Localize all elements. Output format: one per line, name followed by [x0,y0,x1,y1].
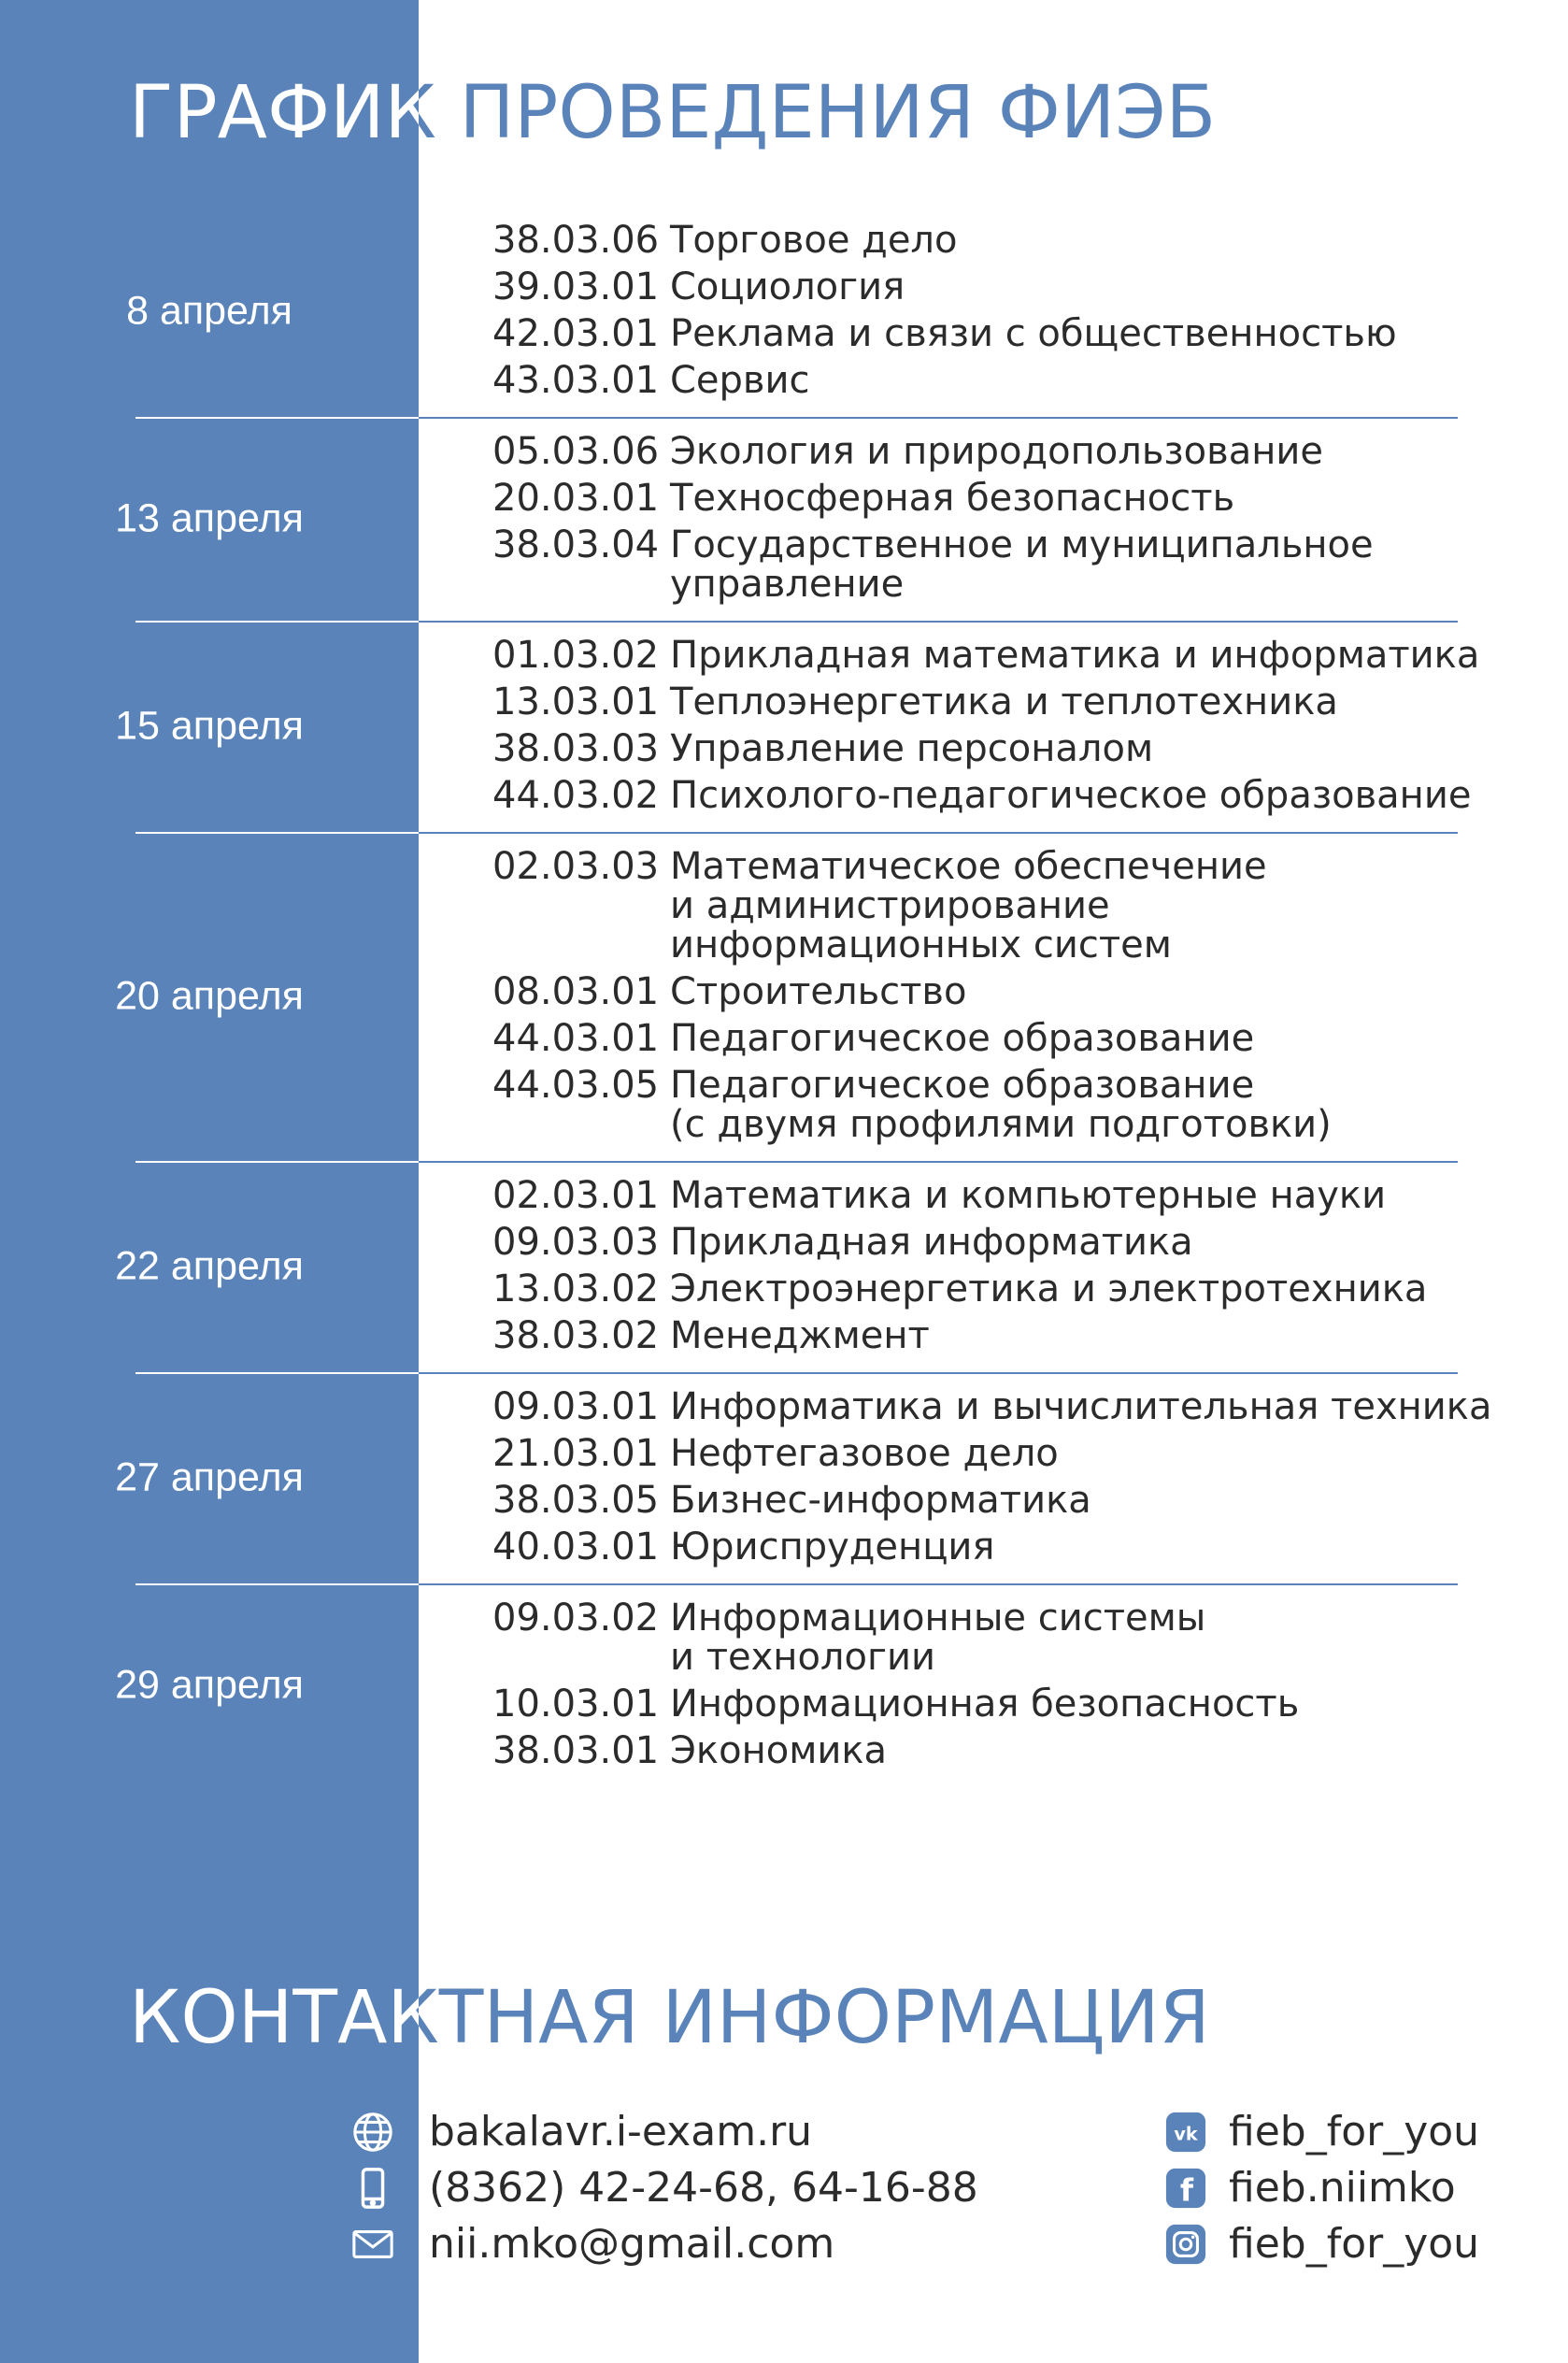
program-item [492,428,1568,475]
instagram-handle[interactable]: fieb_for_you [1229,2220,1480,2268]
program-name: Педагогическое образование (с двумя профилями подготовки) [670,1064,1332,1146]
program-name: Электроэнергетика и электротехника [670,1267,1428,1310]
program-list [492,1583,1568,1787]
svg-text:f: f [1179,2171,1194,2208]
svg-text:vk: vk [1174,2123,1198,2145]
instagram-contact[interactable] [1163,2220,1479,2268]
schedule-date: 13 апреля [115,495,304,541]
program-code: 44.03.05 [492,1064,660,1107]
program-code: 39.03.01 [492,265,660,308]
program-code: 38.03.03 [492,727,660,770]
program-code: 42.03.01 [492,312,660,355]
program-name: Управление персоналом [670,727,1154,770]
program-item [492,1477,1568,1524]
phone-icon [350,2166,395,2211]
row-divider [135,832,1458,834]
program-name: Нефтегазовое дело [670,1432,1059,1475]
vk-contact[interactable] [1163,2108,1479,2155]
schedule-date: 27 апреля [115,1454,304,1500]
program-name: Бизнес-информатика [670,1479,1091,1522]
program-list [492,1161,1568,1372]
program-name: Сервис [670,359,810,402]
program-list [492,206,1568,417]
program-code: 40.03.01 [492,1525,660,1568]
program-item [492,1595,1568,1681]
schedule-row [0,206,1568,417]
program-code: 20.03.01 [492,477,660,520]
program-item [492,1219,1568,1266]
program-list [492,417,1568,621]
program-item [492,1430,1568,1477]
program-item [492,522,1568,608]
program-code: 13.03.01 [492,680,660,723]
program-code: 09.03.01 [492,1385,660,1428]
program-code: 01.03.02 [492,634,660,677]
program-name: Психолого-педагогическое образование [670,774,1472,817]
program-item [492,1312,1568,1359]
program-name: Информационные системы и технологии [670,1597,1206,1679]
program-name: Социология [670,265,905,308]
schedule-date: 15 апреля [115,703,304,749]
schedule-date: 22 апреля [115,1243,304,1289]
program-item [492,968,1568,1015]
program-code: 38.03.04 [492,523,660,566]
schedule-date: 8 апреля [126,288,292,334]
email-link[interactable]: nii.mko@gmail.com [429,2220,835,2268]
program-item [492,725,1568,772]
schedule-row [0,1372,1568,1583]
program-name: Прикладная информатика [670,1221,1193,1264]
program-code: 09.03.02 [492,1597,660,1640]
program-list [492,832,1568,1161]
mail-icon [350,2222,395,2267]
program-name: Экономика [670,1729,888,1772]
program-code: 38.03.02 [492,1314,660,1357]
program-item [492,1266,1568,1312]
program-item [492,632,1568,679]
schedule-date: 29 апреля [115,1662,304,1708]
program-code: 05.03.06 [492,430,660,473]
phone-text[interactable]: (8362) 42-24-68, 64-16-88 [429,2164,978,2212]
program-item [492,1727,1568,1774]
facebook-handle[interactable]: fieb.niimko [1229,2164,1456,2212]
program-code: 02.03.01 [492,1174,660,1217]
program-item [492,1681,1568,1727]
program-name: Реклама и связи с общественностью [670,312,1397,355]
program-item [492,1524,1568,1570]
program-code: 38.03.01 [492,1729,660,1772]
globe-icon [350,2110,395,2155]
program-code: 21.03.01 [492,1432,660,1475]
program-item [492,843,1568,968]
program-item [492,1015,1568,1062]
program-item [492,772,1568,819]
program-name: Менеджмент [670,1314,930,1357]
program-code: 44.03.02 [492,774,660,817]
program-code: 38.03.06 [492,219,660,262]
instagram-icon [1163,2222,1208,2267]
contacts-title: КОНТАКТНАЯ ИНФОРМАЦИЯ [129,1976,1210,2060]
program-code: 38.03.05 [492,1479,660,1522]
program-name: Информатика и вычислительная техника [670,1385,1492,1428]
vk-icon [1163,2110,1208,2155]
website-link[interactable]: bakalavr.i-exam.ru [429,2108,813,2155]
program-item [492,475,1568,522]
email-contact[interactable] [350,2220,834,2268]
schedule-row [0,1161,1568,1372]
program-item [492,679,1568,725]
program-code: 02.03.03 [492,845,660,888]
program-code: 09.03.03 [492,1221,660,1264]
program-name: Юриспруденция [670,1525,995,1568]
program-code: 13.03.02 [492,1267,660,1310]
program-item [492,357,1568,404]
row-divider [135,1372,1458,1374]
schedule-date: 20 апреля [115,973,304,1019]
program-name: Теплоэнергетика и теплотехника [670,680,1338,723]
schedule-row [0,832,1568,1161]
row-divider [135,417,1458,419]
website-contact[interactable] [350,2108,812,2155]
program-name: Техносферная безопасность [670,477,1235,520]
program-code: 10.03.01 [492,1683,660,1726]
program-code: 43.03.01 [492,359,660,402]
program-list [492,621,1568,832]
program-item [492,1172,1568,1219]
program-name: Математическое обеспечение и администрирование информационных систем [670,845,1267,967]
program-name: Математика и компьютерные науки [670,1174,1387,1217]
page-title: ГРАФИК ПРОВЕДЕНИЯ ФИЭБ [129,71,1217,155]
program-code: 44.03.01 [492,1017,660,1060]
program-code: 08.03.01 [492,970,660,1013]
program-item [492,217,1568,264]
program-name: Строительство [670,970,967,1013]
facebook-contact[interactable] [1163,2164,1456,2212]
row-divider [135,1161,1458,1163]
program-name: Информационная безопасность [670,1683,1300,1726]
program-item [492,1383,1568,1430]
schedule-row [0,1583,1568,1787]
schedule-table [0,206,1568,1787]
program-name: Прикладная математика и информатика [670,634,1480,677]
program-item [492,1062,1568,1148]
phone-contact[interactable] [350,2164,978,2212]
row-divider [135,1583,1458,1585]
program-item [492,264,1568,310]
program-item [492,310,1568,357]
program-name: Экология и природопользование [670,430,1323,473]
schedule-row [0,621,1568,832]
program-name: Педагогическое образование [670,1017,1255,1060]
row-divider [135,621,1458,623]
program-name: Торговое дело [670,219,958,262]
program-name: Государственное и муниципальное управление [670,523,1374,606]
facebook-icon [1163,2166,1208,2211]
program-list [492,1372,1568,1583]
schedule-row [0,417,1568,621]
vk-handle[interactable]: fieb_for_you [1229,2108,1480,2155]
